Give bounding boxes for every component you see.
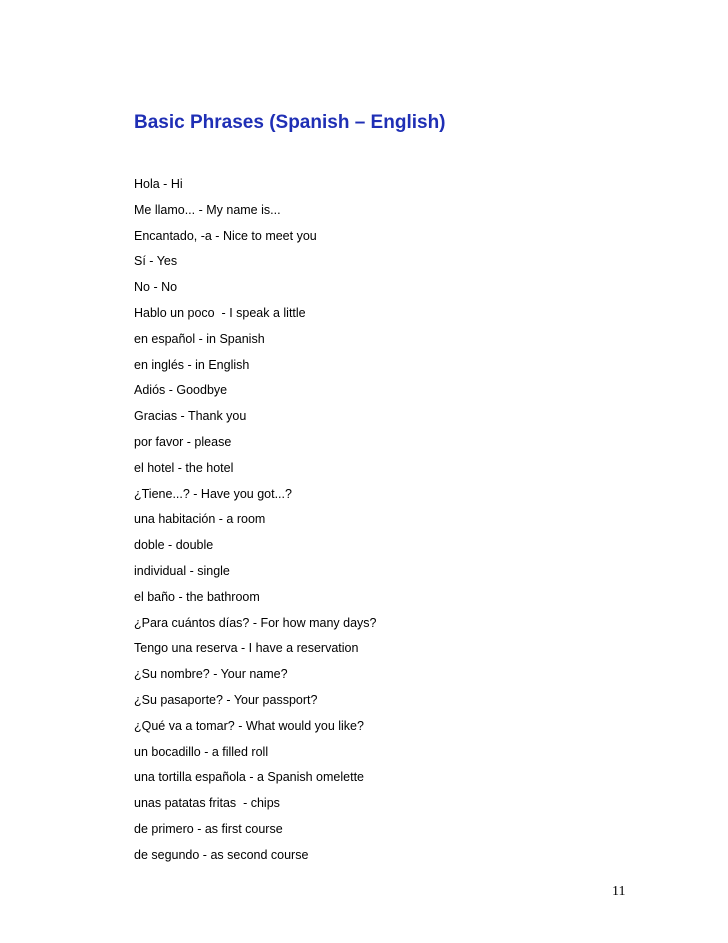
phrase-line: una habitación - a room: [134, 512, 266, 527]
phrase-line: Tengo una reserva - I have a reservation: [134, 641, 359, 656]
phrase-line: por favor - please: [134, 434, 232, 449]
phrase-line: ¿Para cuántos días? - For how many days?: [134, 615, 377, 630]
phrase-line: Me llamo... - My name is...: [134, 202, 281, 217]
phrase-line: el hotel - the hotel: [134, 460, 234, 475]
phrase-line: Hablo un poco - I speak a little: [134, 305, 306, 320]
phrase-line: ¿Su nombre? - Your name?: [134, 667, 288, 682]
phrase-line: de primero - as first course: [134, 821, 283, 836]
phrase-line: unas patatas fritas - chips: [134, 796, 280, 811]
phrase-line: ¿Tiene...? - Have you got...?: [134, 486, 292, 501]
phrase-line: una tortilla española - a Spanish omelette: [134, 770, 365, 785]
page-title: Basic Phrases (Spanish – English): [134, 112, 446, 133]
phrase-line: Hola - Hi: [134, 177, 183, 191]
phrase-line: en español - in Spanish: [134, 331, 265, 346]
page-number: 11: [612, 884, 626, 899]
phrase-line: de segundo - as second course: [134, 847, 309, 862]
phrase-line: doble - double: [134, 538, 214, 553]
phrase-line: Sí - Yes: [134, 254, 178, 269]
phrase-line: Encantado, -a - Nice to meet you: [134, 228, 317, 243]
phrase-line: No - No: [134, 280, 178, 295]
phrase-line: Gracias - Thank you: [134, 409, 247, 424]
phrase-line: ¿Su pasaporte? - Your passport?: [134, 692, 318, 707]
phrase-line: Adiós - Goodbye: [134, 383, 228, 398]
phrase-line: el baño - the bathroom: [134, 589, 260, 604]
phrase-line: un bocadillo - a filled roll: [134, 744, 269, 759]
phrase-line: ¿Qué va a tomar? - What would you like?: [134, 718, 364, 733]
phrase-line: individual - single: [134, 563, 230, 578]
phrase-line: en inglés - in English: [134, 357, 250, 372]
phrase-list: [134, 172, 376, 869]
